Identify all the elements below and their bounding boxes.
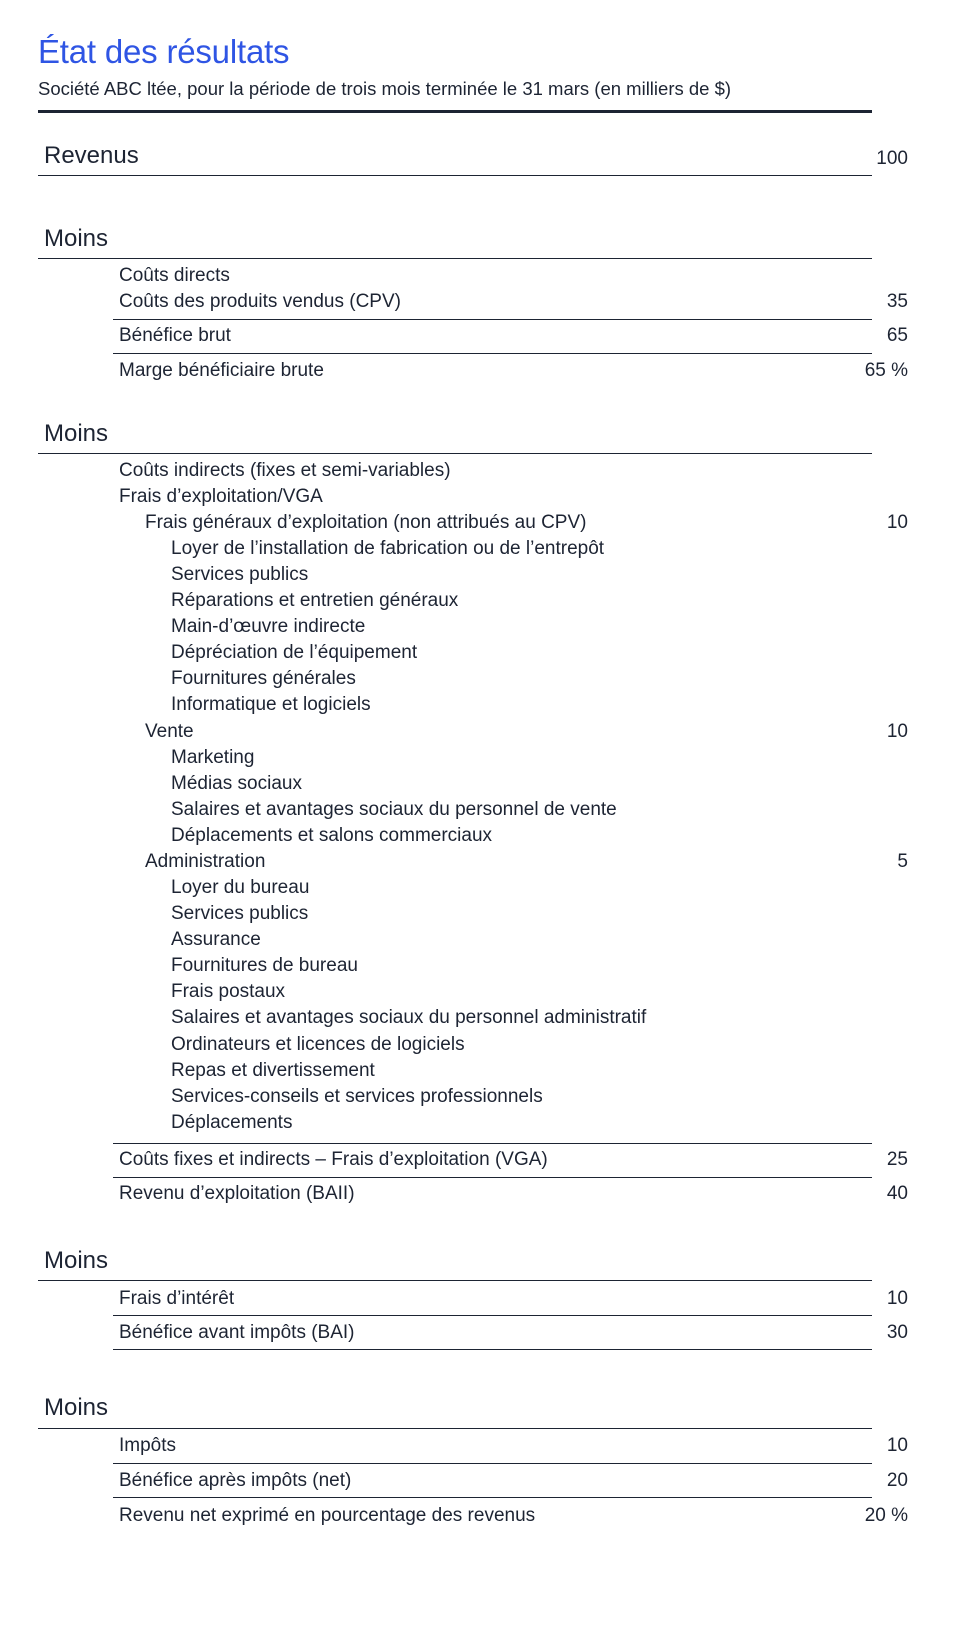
divider (113, 1463, 872, 1464)
divider (113, 1497, 872, 1498)
list-item: Dépréciation de l’équipement (171, 642, 418, 663)
ebt-value: 30 (886, 1322, 908, 1343)
divider (113, 1349, 872, 1350)
section-heading-less: Moins (44, 1247, 109, 1274)
taxes-label: Impôts (119, 1435, 177, 1456)
taxes-value: 10 (886, 1435, 908, 1456)
gross-profit-label: Bénéfice brut (119, 325, 231, 346)
ebit-label: Revenu d’exploitation (BAII) (119, 1183, 355, 1204)
divider (113, 319, 872, 320)
section-heading-less: Moins (44, 225, 109, 252)
section-heading-less: Moins (44, 1394, 109, 1421)
gross-margin-value: 65 % (864, 360, 908, 381)
list-item: Fournitures de bureau (171, 955, 358, 976)
interest-value: 10 (886, 1288, 908, 1309)
net-income-label: Bénéfice après impôts (net) (119, 1470, 352, 1491)
list-item: Salaires et avantages sociaux du personnel administratif (171, 1007, 647, 1028)
indirect-costs-label: Coûts indirects (fixes et semi-variables) (119, 460, 451, 481)
divider (38, 1428, 872, 1429)
list-item: Déplacements (171, 1112, 293, 1133)
list-item: Médias sociaux (171, 773, 302, 794)
net-income-value: 20 (886, 1470, 908, 1491)
divider (38, 258, 872, 259)
list-item: Fournitures générales (171, 668, 356, 689)
cogs-label: Coûts des produits vendus (CPV) (119, 291, 401, 312)
total-vga-label: Coûts fixes et indirects – Frais d’exploitation (VGA) (119, 1149, 548, 1170)
list-item: Repas et divertissement (171, 1060, 375, 1081)
list-item: Salaires et avantages sociaux du personnel de vente (171, 799, 617, 820)
gross-margin-label: Marge bénéficiaire brute (119, 360, 324, 381)
sales-label: Vente (145, 721, 194, 742)
overhead-label: Frais généraux d’exploitation (non attribués au CPV) (145, 512, 587, 533)
page-subtitle: Société ABC ltée, pour la période de trois mois terminée le 31 mars (en milliers de $) (38, 78, 732, 99)
revenue-value: 100 (876, 148, 908, 169)
list-item: Loyer du bureau (171, 877, 310, 898)
page-title: État des résultats (38, 33, 290, 70)
revenue-label: Revenus (44, 142, 139, 169)
list-item: Déplacements et salons commerciaux (171, 825, 493, 846)
list-item: Services-conseils et services professionnels (171, 1086, 543, 1107)
header-rule (38, 110, 872, 113)
list-item: Réparations et entretien généraux (171, 590, 459, 611)
list-item: Ordinateurs et licences de logiciels (171, 1034, 465, 1055)
administration-label: Administration (145, 851, 266, 872)
total-vga-value: 25 (886, 1149, 908, 1170)
ebt-label: Bénéfice avant impôts (BAI) (119, 1322, 355, 1343)
opex-vga-label: Frais d’exploitation/VGA (119, 486, 323, 507)
net-margin-label: Revenu net exprimé en pourcentage des revenus (119, 1505, 536, 1526)
list-item: Frais postaux (171, 981, 286, 1002)
gross-profit-value: 65 (886, 325, 908, 346)
list-item: Services publics (171, 903, 309, 924)
sales-value: 10 (886, 721, 908, 742)
list-item: Loyer de l’installation de fabrication ou de l’entrepôt (171, 538, 605, 559)
divider (38, 453, 872, 454)
divider (113, 1177, 872, 1178)
interest-label: Frais d’intérêt (119, 1288, 235, 1309)
list-item: Marketing (171, 747, 255, 768)
overhead-value: 10 (886, 512, 908, 533)
list-item: Informatique et logiciels (171, 694, 371, 715)
net-margin-value: 20 % (864, 1505, 908, 1526)
cogs-value: 35 (886, 291, 908, 312)
direct-costs-label: Coûts directs (119, 265, 230, 286)
ebit-value: 40 (886, 1183, 908, 1204)
divider (38, 175, 872, 176)
divider (38, 1280, 872, 1281)
section-heading-less: Moins (44, 420, 109, 447)
divider (113, 353, 872, 354)
divider (113, 1315, 872, 1316)
list-item: Assurance (171, 929, 261, 950)
administration-value: 5 (897, 851, 908, 872)
list-item: Services publics (171, 564, 309, 585)
divider (113, 1143, 872, 1144)
list-item: Main-d’œuvre indirecte (171, 616, 366, 637)
